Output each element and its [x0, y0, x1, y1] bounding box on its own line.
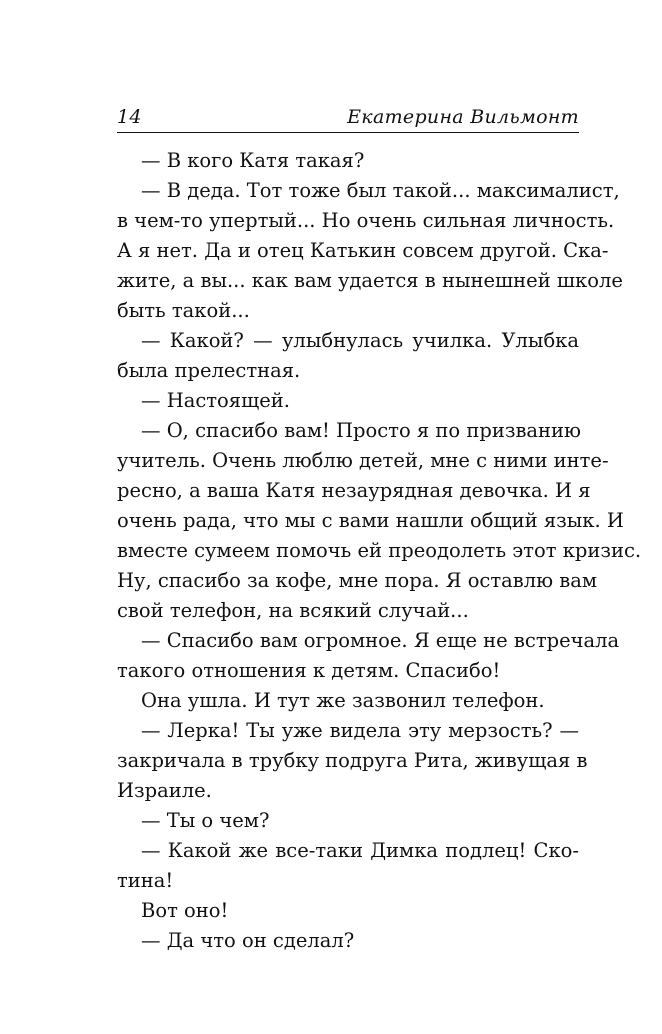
text-line: — Настоящей. [141, 389, 290, 412]
text-line: — Какой? — улыбнулась училка. Улыбка [141, 329, 579, 352]
header-rule [117, 132, 579, 133]
text-line: — Какой же все-таки Димка подлец! Ско- [141, 839, 579, 862]
text-line: — Спасибо вам огромное. Я еще не встречала [141, 629, 620, 652]
text-line: — О, спасибо вам! Просто я по призванию [141, 419, 582, 442]
text-line: в чем-то упертый... Но очень сильная личность. [117, 209, 615, 232]
text-line: ресно, а ваша Катя незаурядная девочка. И я [117, 479, 591, 502]
text-line: — В деда. Тот тоже был такой... максималист, [141, 179, 620, 202]
text-line: — В кого Катя такая? [141, 149, 365, 172]
text-line: учитель. Очень люблю детей, мне с ними инте- [117, 449, 609, 472]
text-line: Она ушла. И тут же зазвонил телефон. [141, 689, 545, 712]
text-line: жите, а вы... как вам удается в нынешней школе [117, 269, 623, 292]
text-line: тина! [117, 869, 174, 892]
text-line: — Да что он сделал? [141, 929, 355, 952]
text-line: очень рада, что мы с вами нашли общий язык. И [117, 509, 624, 532]
body-text [117, 146, 642, 956]
running-head [117, 104, 579, 132]
text-line: — Лерка! Ты уже видела эту мерзость? — [141, 719, 579, 742]
text-line: свой телефон, на всякий случай... [117, 599, 469, 622]
running-head-author: Екатерина Вильмонт [347, 106, 579, 128]
text-line: А я нет. Да и отец Катькин совсем другой. Ска- [117, 239, 609, 262]
text-line: такого отношения к детям. Спасибо! [117, 659, 501, 682]
text-line: была прелестная. [117, 359, 301, 382]
text-line: закричала в трубку подруга Рита, живущая в [117, 749, 588, 772]
text-line: вместе сумеем помочь ей преодолеть этот кризис. [117, 539, 642, 562]
text-line: быть такой... [117, 299, 250, 322]
text-line: — Ты о чем? [141, 809, 270, 832]
text-line: Вот оно! [141, 899, 229, 922]
text-line: Израиле. [117, 779, 212, 802]
text-line: Ну, спасибо за кофе, мне пора. Я оставлю вам [117, 569, 598, 592]
page-number: 14 [117, 106, 142, 128]
